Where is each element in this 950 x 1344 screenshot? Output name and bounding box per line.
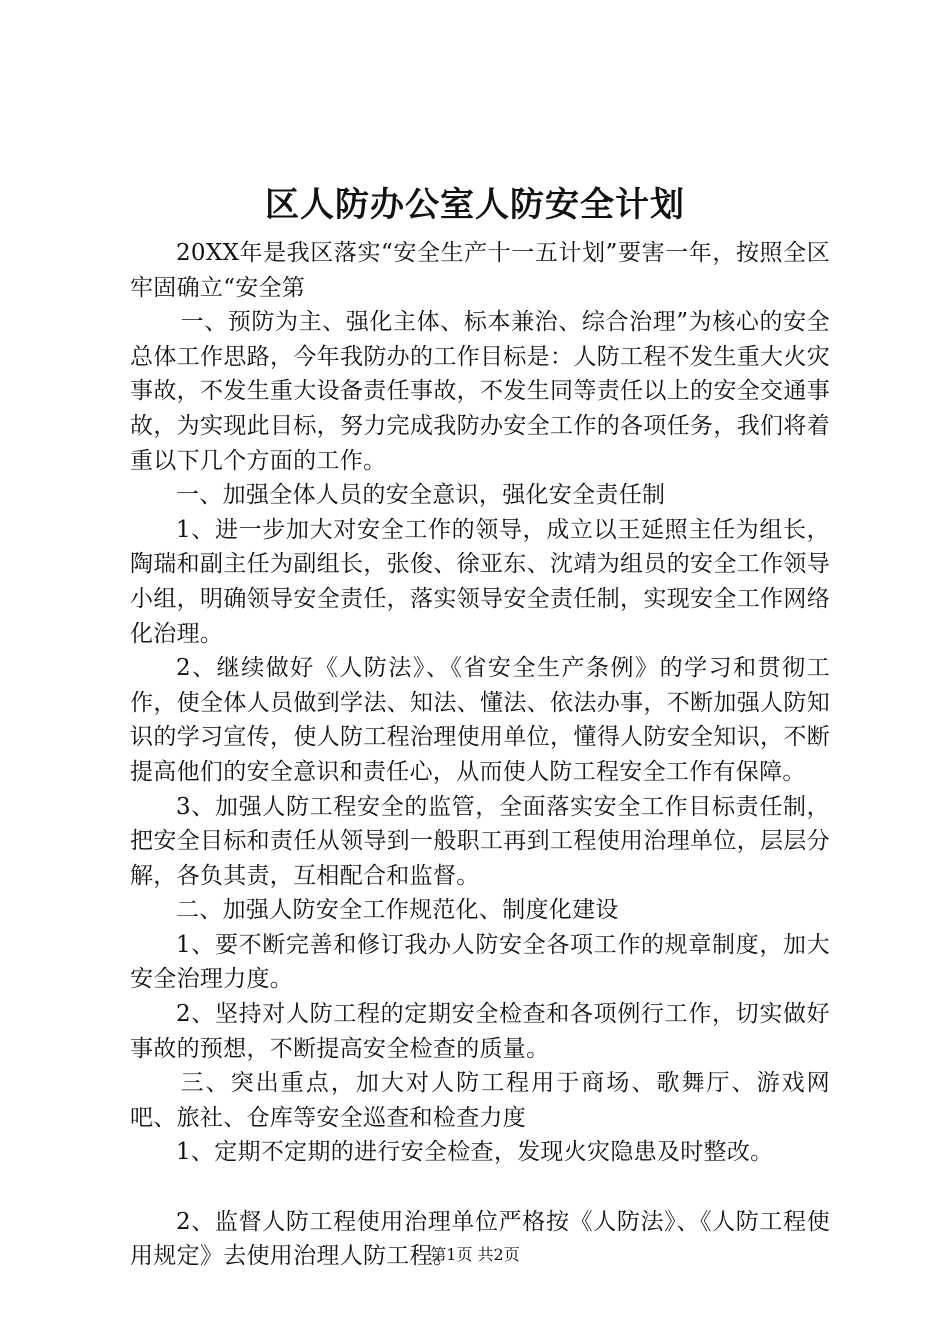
paragraph-goals: 一、预防为主、强化主体、标本兼治、综合治理”为核心的安全总体工作思路，今年我防办的工作目标是：人防工程不发生重大火灾事故，不发生重大设备责任事故，不发生同等责任以上的安全交通事故，为实现此目标，努力完成我防办安全工作的各项任务，我们将着重以下几个方面的工作。 (130, 309, 830, 474)
paragraph-1-2: 2、继续做好《人防法》、《省安全生产条例》的学习和贯彻工作，使全体人员做到学法、知法、懂法、依法办事，不断加强人防知识的学习宣传，使人防工程治理使用单位，懂得人防安全知识，不断提高他们的安全意识和责任心，从而使人防工程安全工作有保障。 (130, 655, 830, 785)
page-number-footer: 第1页 共2页 (430, 1245, 520, 1264)
document-title: 区人防办公室人防安全计划 (265, 185, 685, 225)
section-heading-1: 一、加强全体人员的安全意识，强化安全责任制 (176, 482, 666, 509)
paragraph-spacer (130, 1170, 830, 1205)
paragraph-1-3: 3、加强人防工程安全的监管，全面落实安全工作目标责任制，把安全目标和责任从领导到一般职工再到工程使用治理单位，层层分解，各负其责，互相配合和监督。 (130, 793, 830, 889)
paragraph-3-2: 2、监督人防工程使用治理单位严格按《人防法》、《人防工程使用规定》去使用治理人防工程。 (130, 1208, 830, 1270)
paragraph-intro: 20XX年是我区落实“安全生产十一五计划”要害一年，按照全区牢固确立“安全第 (130, 240, 830, 301)
paragraph-3-1: 1、定期不定期的进行安全检查，发现火灾隐患及时整改。 (176, 1139, 774, 1166)
paragraph-2-1: 1、要不断完善和修订我办人防安全各项工作的规章制度，加大安全治理力度。 (130, 931, 830, 993)
section-heading-3: 三、突出重点，加大对人防工程用于商场、歌舞厅、游戏网吧、旅社、仓库等安全巡查和检查力度 (130, 1070, 830, 1131)
paragraph-2-2: 2、坚持对人防工程的定期安全检查和各项例行工作，切实做好事故的预想，不断提高安全检查的质量。 (130, 1001, 830, 1062)
paragraph-1-1: 1、进一步加大对安全工作的领导，成立以王延照主任为组长，陶瑞和副主任为副组长，张俊、徐亚东、沈靖为组员的安全工作领导小组，明确领导安全责任，落实领导安全责任制，实现安全工作网络化治理。 (130, 516, 830, 647)
section-heading-2: 二、加强人防安全工作规范化、制度化建设 (176, 897, 619, 924)
document-body (130, 236, 830, 1274)
